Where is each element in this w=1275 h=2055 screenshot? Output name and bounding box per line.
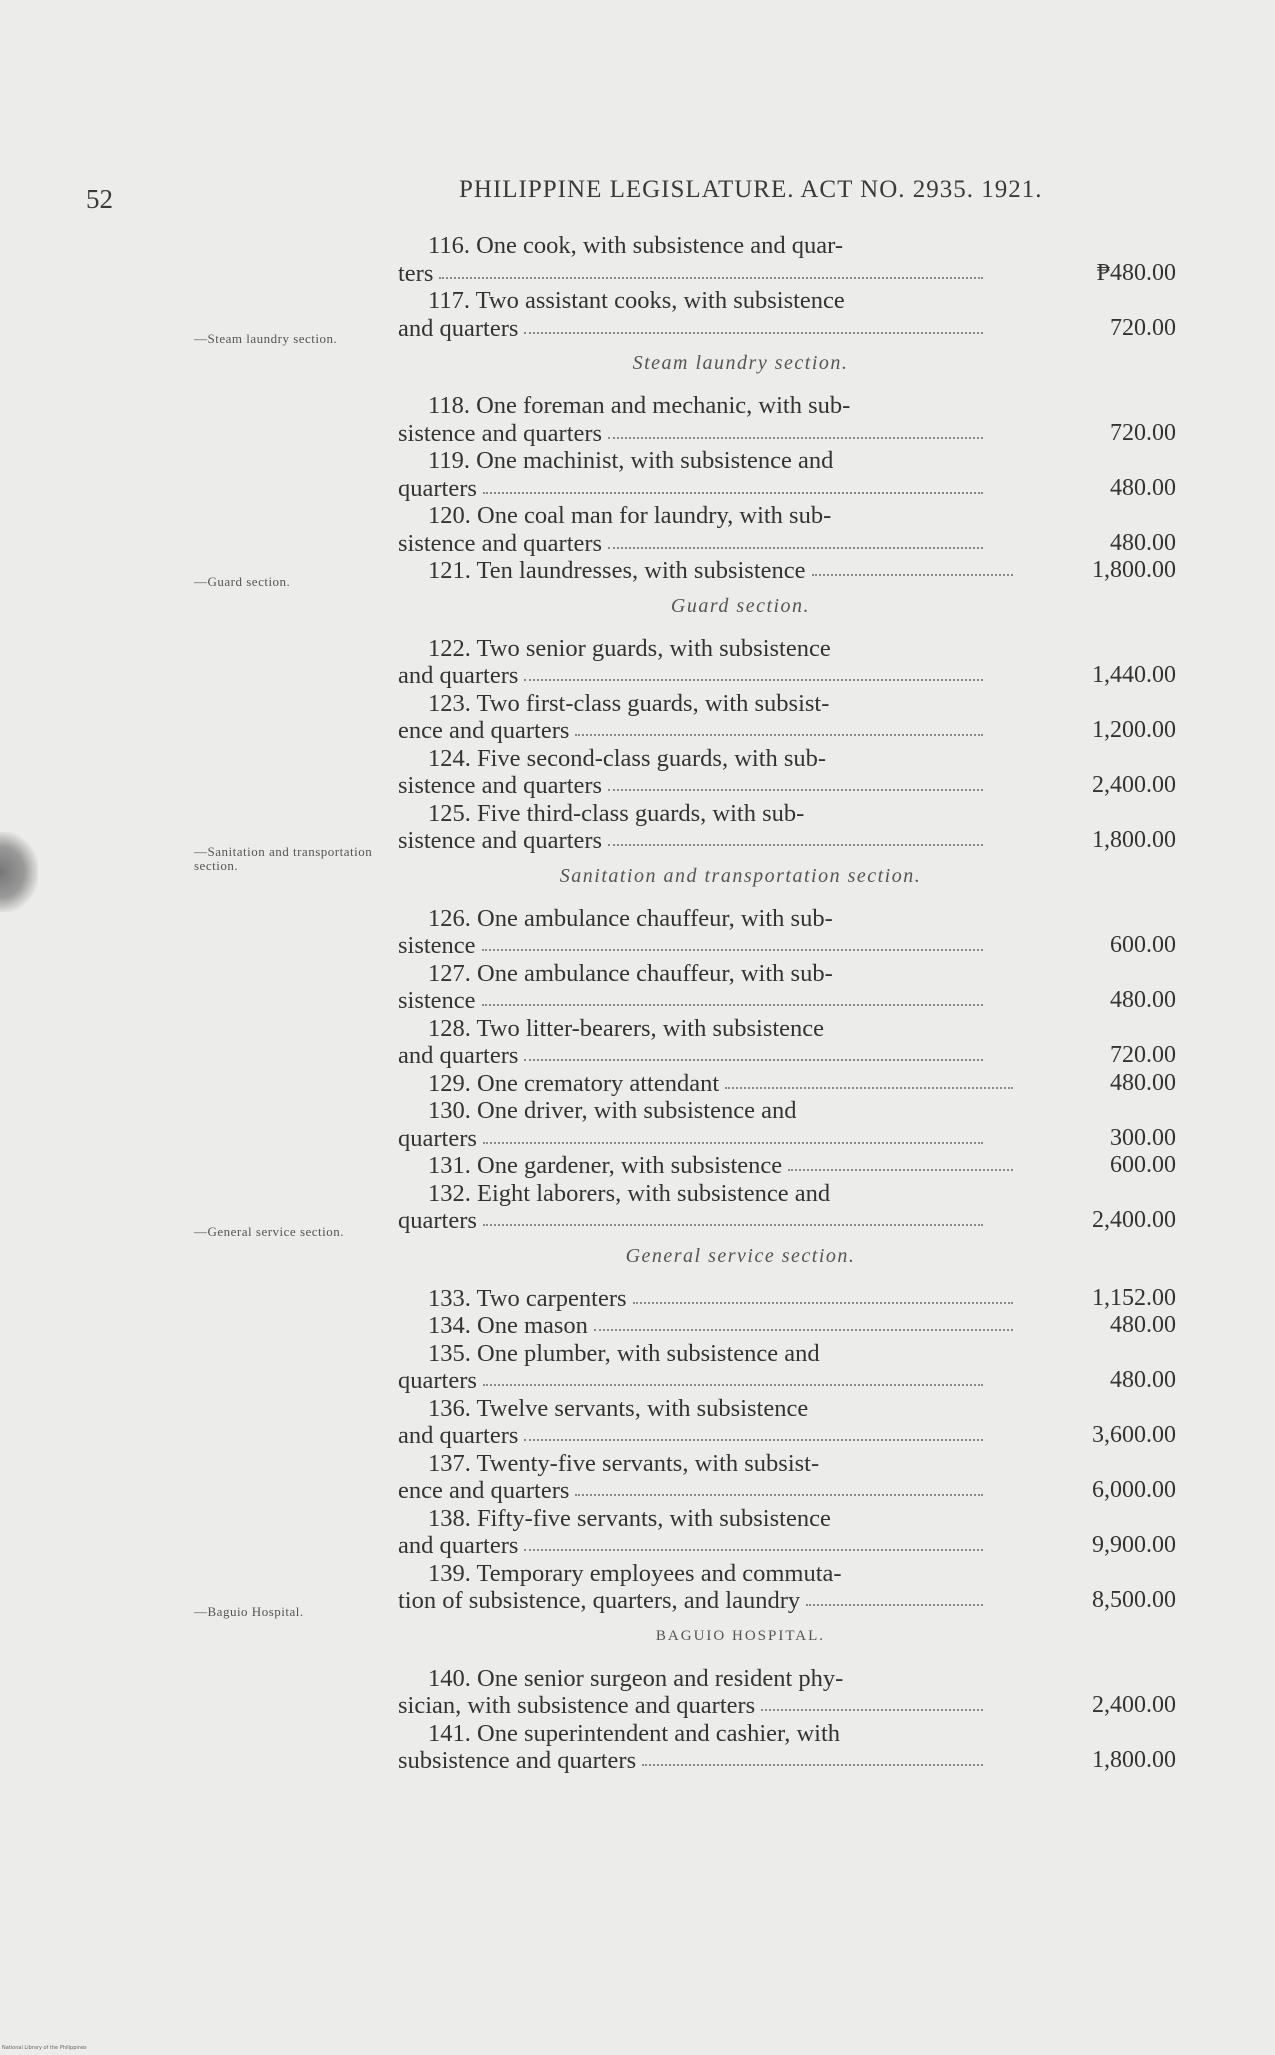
dot-leader [483,1140,983,1144]
item-text: sistence and quarters [398,827,603,854]
margin-note: —Sanitation and transportation section. [194,844,373,873]
item-text: and quarters [398,1422,519,1449]
item-amount: 480.00 [1110,1367,1176,1393]
item-text: 120. One coal man for laundry, with sub- [428,502,832,529]
appropriation-item [398,502,1176,557]
appropriation-item [398,1152,1176,1180]
item-text: subsistence and quarters [398,1747,637,1774]
item-text: ters [398,259,434,287]
dot-leader [524,330,983,334]
appropriation-item [398,392,1176,447]
item-text: 138. Fifty-five servants, with subsistence [428,1504,831,1532]
item-text: ence and quarters [398,717,570,744]
item-amount: 480.00 [1110,1312,1176,1338]
item-text: 116. One cook, with subsistence and quar- [428,232,844,259]
item-amount: 480.00 [1110,474,1176,501]
appropriation-item [398,1505,1176,1560]
item-text: sistence and quarters [398,419,603,447]
appropriation-item [398,1450,1176,1505]
item-amount: 1,800.00 [1092,1747,1176,1773]
item-text: 118. One foreman and mechanic, with sub- [428,392,851,419]
item-amount: 300.00 [1110,1124,1176,1151]
margin-note: —General service section. [194,1224,345,1239]
item-text: sistence and quarters [398,529,603,557]
scan-smudge [0,832,38,912]
dot-leader [608,545,983,549]
item-amount: 8,500.00 [1092,1587,1176,1613]
dot-leader [608,787,983,791]
item-amount: 1,152.00 [1092,1284,1176,1311]
appropriation-item [398,800,1176,855]
appropriation-item [398,1340,1176,1395]
item-amount: 720.00 [1110,1042,1176,1068]
item-text: 137. Twenty-five servants, with subsist- [428,1449,820,1477]
item-text: 139. Temporary employees and commuta- [428,1559,842,1587]
item-amount: 720.00 [1110,419,1176,446]
dot-leader [524,1547,983,1551]
item-text: and quarters [398,1042,519,1069]
item-text: 126. One ambulance chauffeur, with sub- [428,904,833,932]
item-amount: ₱480.00 [1096,259,1176,286]
section-heading: Sanitation and transportation section. [559,864,922,887]
section-heading: Steam laundry section. [632,352,849,374]
section-heading: BAGUIO HOSPITAL. [655,1627,826,1644]
appropriation-item [398,557,1176,585]
appropriation-item [398,1312,1176,1340]
appropriation-item [398,1665,1176,1720]
dot-leader [812,572,1013,576]
item-text: 117. Two assistant cooks, with subsistence [428,287,845,314]
item-text: 121. Ten laundresses, with subsistence [428,557,806,584]
appropriation-item [398,745,1176,800]
section-heading: General service section. [625,1244,856,1267]
item-text: tion of subsistence, quarters, and laundry [398,1587,801,1614]
dot-leader [482,1002,983,1006]
item-text: ence and quarters [398,1477,570,1504]
item-amount: 600.00 [1110,1152,1176,1178]
dot-leader [439,275,983,279]
item-amount: 480.00 [1110,529,1176,556]
item-amount: 1,800.00 [1092,557,1176,583]
item-amount: 3,600.00 [1092,1422,1176,1448]
dot-leader [524,677,983,681]
appropriation-item [398,1097,1176,1152]
item-text: sistence [398,987,476,1014]
dot-leader [483,1382,983,1386]
dot-leader [608,435,983,439]
appropriation-list [398,232,1176,1775]
dot-leader [594,1327,1013,1331]
item-text: 136. Twelve servants, with subsistence [428,1394,809,1422]
appropriation-item [398,287,1176,342]
item-text: and quarters [398,662,519,689]
appropriation-item [398,1395,1176,1450]
margin-note: —Guard section. [194,574,291,589]
dot-leader [524,1057,983,1061]
section-heading: Guard section. [670,594,811,617]
item-text: 127. One ambulance chauffeur, with sub- [428,959,833,987]
margin-note: —Steam laundry section. [194,331,338,346]
item-text: 129. One crematory attendant [428,1069,720,1097]
dot-leader [483,1222,983,1226]
item-text: 141. One superintendent and cashier, with [428,1719,841,1747]
library-stamp: National Library of the Philippines [2,2045,87,2051]
item-text: 128. Two litter-bearers, with subsistence [428,1014,825,1042]
dot-leader [483,490,983,494]
appropriation-item [398,1015,1176,1070]
item-text: and quarters [398,1532,519,1559]
item-text: quarters [398,474,477,502]
appropriation-item [398,1560,1176,1615]
dot-leader [608,842,983,846]
margin-note: —Baguio Hospital. [194,1604,304,1619]
appropriation-item [398,1720,1176,1775]
item-text: sician, with subsistence and quarters [398,1692,756,1719]
item-text: 135. One plumber, with subsistence and [428,1339,820,1367]
dot-leader [575,1492,983,1496]
page-number: 52 [86,184,113,214]
item-text: 134. One mason [428,1312,588,1339]
dot-leader [806,1602,983,1606]
item-text: quarters [398,1124,477,1152]
dot-leader [575,732,983,736]
item-amount: 6,000.00 [1092,1477,1176,1503]
item-text: 140. One senior surgeon and resident phy- [428,1664,844,1692]
appropriation-item [398,1070,1176,1098]
appropriation-item [398,1285,1176,1313]
item-amount: 720.00 [1110,314,1176,341]
item-amount: 600.00 [1110,932,1176,958]
appropriation-item [398,690,1176,745]
appropriation-item [398,635,1176,690]
item-amount: 1,800.00 [1092,827,1176,853]
dot-leader [482,947,983,951]
item-text: 122. Two senior guards, with subsistence [428,634,831,662]
item-text: quarters [398,1367,477,1394]
item-text: sistence [398,932,476,959]
appropriation-item [398,905,1176,960]
appropriation-item [398,1180,1176,1235]
item-text: 125. Five third-class guards, with sub- [428,799,805,827]
item-text: sistence and quarters [398,772,603,799]
item-text: 131. One gardener, with subsistence [428,1152,783,1179]
item-amount: 2,400.00 [1092,1692,1176,1718]
item-text: 124. Five second-class guards, with sub- [428,744,827,772]
dot-leader [642,1762,983,1766]
item-amount: 1,200.00 [1092,717,1176,743]
item-amount: 2,400.00 [1092,1207,1176,1233]
item-amount: 9,900.00 [1092,1532,1176,1558]
appropriation-item [398,232,1176,287]
dot-leader [633,1300,1013,1304]
item-text: 130. One driver, with subsistence and [428,1097,797,1124]
item-text: quarters [398,1207,477,1234]
dot-leader [761,1707,983,1711]
appropriation-item [398,447,1176,502]
appropriation-item [398,960,1176,1015]
dot-leader [788,1167,1013,1171]
dot-leader [725,1085,1013,1089]
item-text: 132. Eight laborers, with subsistence and [428,1179,831,1207]
item-amount: 2,400.00 [1092,772,1176,798]
item-text: 123. Two first-class guards, with subsist- [428,689,830,717]
item-amount: 480.00 [1110,1069,1176,1096]
item-text: and quarters [398,314,519,342]
running-head: PHILIPPINE LEGISLATURE. ACT NO. 2935. 1921. [459,176,1043,203]
dot-leader [524,1437,983,1441]
item-amount: 480.00 [1110,987,1176,1013]
item-text: 119. One machinist, with subsistence and [428,447,834,474]
item-amount: 1,440.00 [1092,662,1176,688]
item-text: 133. Two carpenters [428,1284,627,1312]
